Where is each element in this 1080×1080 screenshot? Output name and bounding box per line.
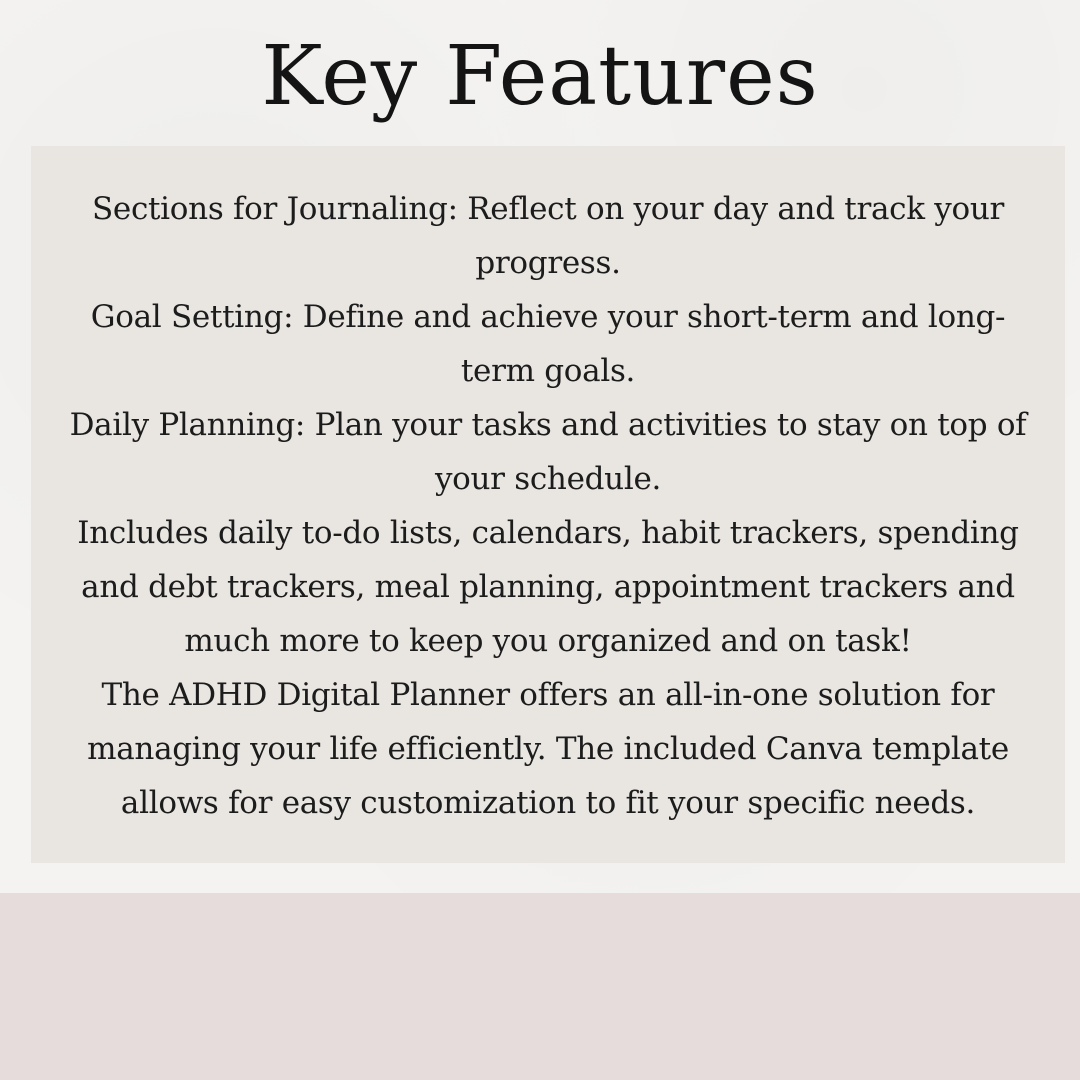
- feature-includes: Includes daily to-do lists, calendars, habit trackers, spending and debt trackers, meal planning, appointment trackers and much more to keep you organized and on task!: [77, 515, 1019, 659]
- feature-goal-setting: Goal Setting: Define and achieve your short-term and long-term goals.: [90, 299, 1006, 389]
- feature-summary: The ADHD Digital Planner offers an all-in-one solution for managing your life efficiently. The included Canva template allows for easy customization to fit your specific needs.: [87, 677, 1009, 821]
- footer-band: [0, 893, 1080, 1080]
- feature-journaling: Sections for Journaling: Reflect on your day and track your progress.: [91, 191, 1005, 281]
- features-panel: [31, 146, 1065, 863]
- page-title: Key Features: [261, 29, 819, 124]
- feature-daily-planning: Daily Planning: Plan your tasks and activities to stay on top of your schedule.: [69, 407, 1027, 497]
